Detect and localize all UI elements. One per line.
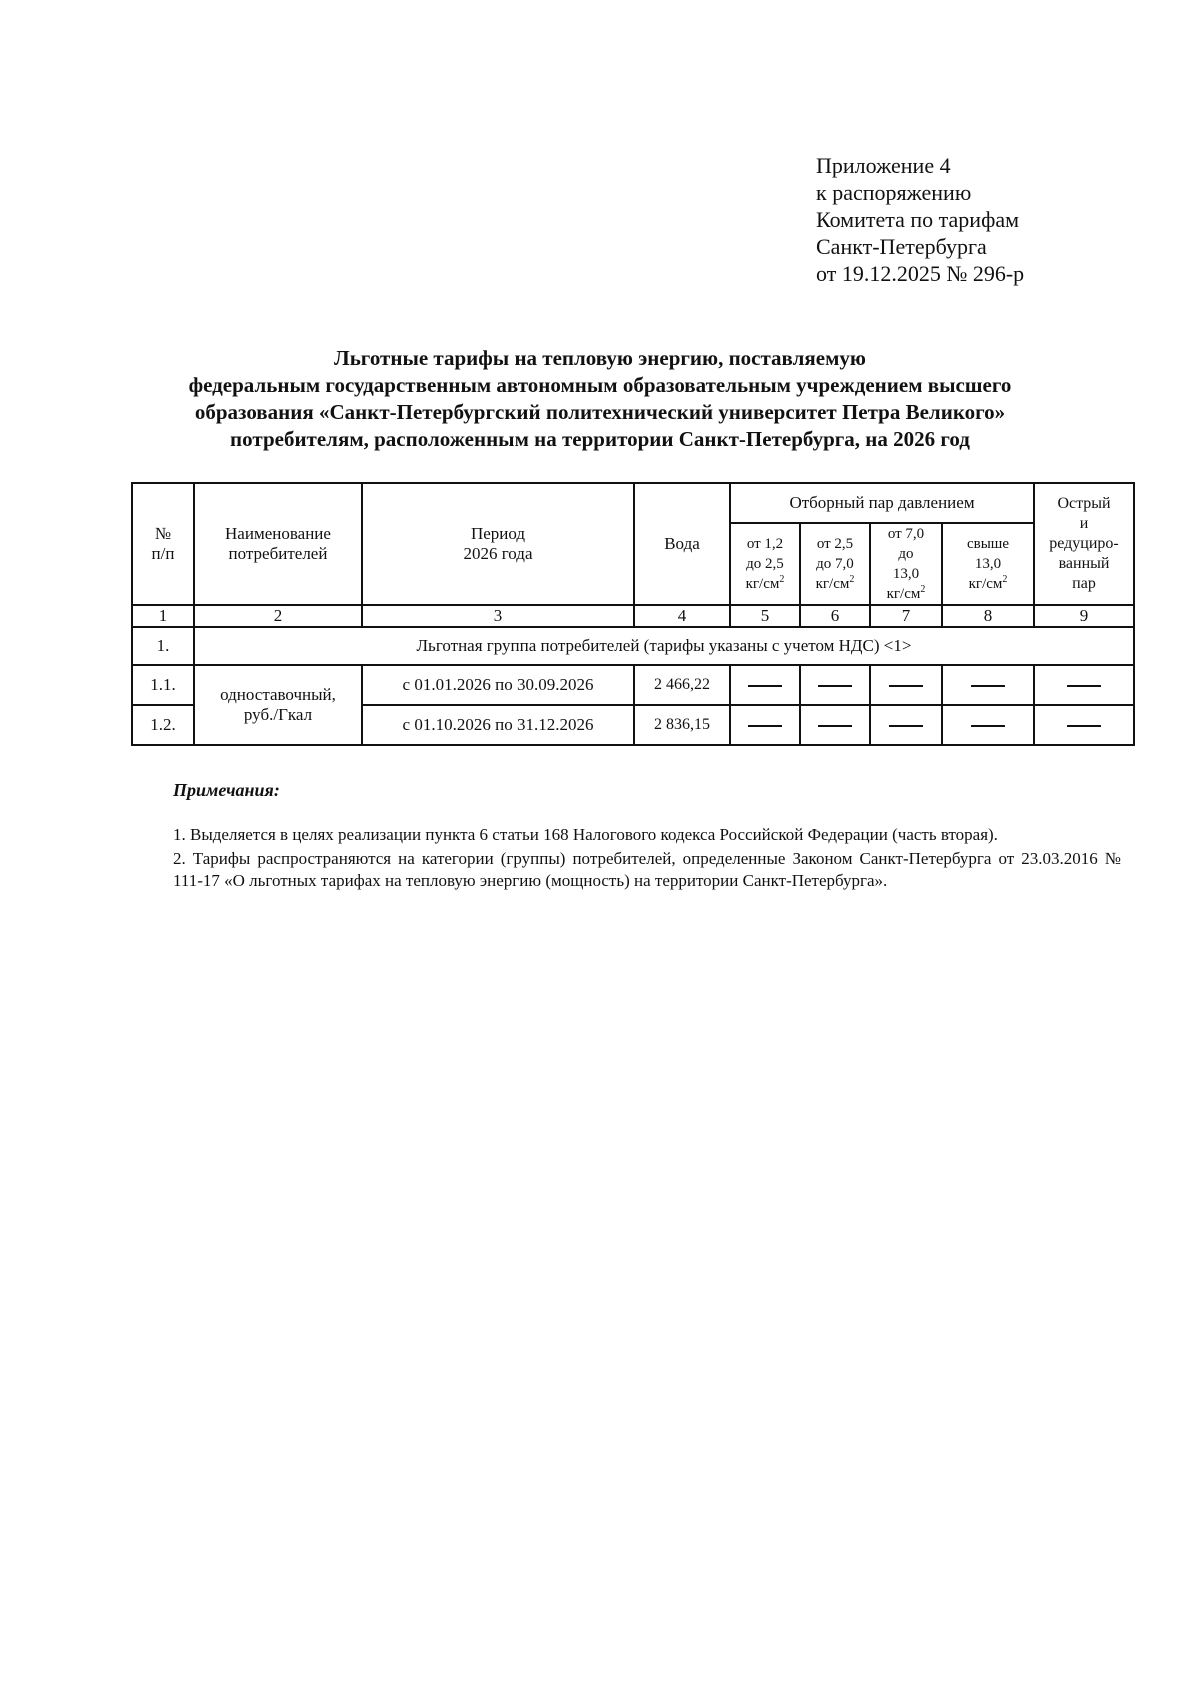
- header-sharp-steam: [1034, 483, 1134, 605]
- notes-heading: Примечания:: [173, 780, 280, 800]
- empty-cell: [870, 665, 942, 705]
- row-water-tariff: 2 466,22: [634, 665, 730, 705]
- header-p2-line2: до 7,0: [816, 556, 854, 572]
- header-pressure-4: [942, 523, 1034, 605]
- column-number: 4: [634, 605, 730, 627]
- title-line: образования «Санкт-Петербургский политехнический университет Петра Великого»: [194, 400, 1006, 424]
- header-p3-line3: 13,0: [892, 566, 920, 582]
- empty-cell: [730, 705, 800, 745]
- unit-sup: 2: [920, 584, 926, 595]
- header-p1-line1: от 1,2: [746, 536, 784, 552]
- row-num: 1.2.: [132, 705, 194, 745]
- column-number-row: [132, 605, 1134, 627]
- header-p1-unit: [731, 574, 799, 594]
- header-consumer-name: [194, 483, 362, 605]
- dash-mark: [818, 685, 852, 687]
- dash-mark: [748, 685, 782, 687]
- empty-cell: [800, 665, 870, 705]
- title-line: Льготные тарифы на тепловую энергию, поставляемую: [334, 346, 866, 370]
- dash-mark: [889, 725, 923, 727]
- table-row: [132, 665, 1134, 705]
- header-p3-line2: до: [898, 546, 914, 562]
- dash-mark: [971, 725, 1005, 727]
- row-period: с 01.10.2026 по 31.12.2026: [362, 705, 634, 745]
- consumer-type-line1: одноставочный,: [220, 685, 336, 704]
- header-num-line1: №: [154, 524, 172, 543]
- unit-text: кг/см: [745, 576, 780, 592]
- dash-mark: [971, 685, 1005, 687]
- column-number: 8: [942, 605, 1034, 627]
- appendix-line: к распоряжению: [816, 180, 972, 205]
- appendix-line: от 19.12.2025 № 296-р: [816, 261, 1025, 286]
- unit-text: кг/см: [886, 586, 921, 602]
- row-num: 1.1.: [132, 665, 194, 705]
- header-pressure-1: [730, 523, 800, 605]
- header-period-line1: Период: [470, 524, 526, 543]
- appendix-line: Санкт-Петербурга: [816, 234, 987, 259]
- header-name-line2: потребителей: [228, 544, 328, 563]
- row-water-tariff: 2 836,15: [634, 705, 730, 745]
- header-num: [132, 483, 194, 605]
- empty-cell: [800, 705, 870, 745]
- header-pressure-2: [800, 523, 870, 605]
- dash-mark: [1067, 725, 1101, 727]
- header-p2-unit: [801, 574, 869, 594]
- header-p4-line1: свыше: [966, 536, 1010, 552]
- empty-cell: [1034, 665, 1134, 705]
- header-pressure-3: [870, 523, 942, 605]
- header-p4-unit: [943, 574, 1033, 594]
- header-sharp-line4: ванный: [1058, 555, 1110, 572]
- title-line: федеральным государственным автономным образовательным учреждением высшего: [188, 373, 1012, 397]
- header-period: [362, 483, 634, 605]
- column-number: 5: [730, 605, 800, 627]
- header-p4-line2: 13,0: [974, 556, 1002, 572]
- unit-text: кг/см: [968, 576, 1003, 592]
- unit-sup: 2: [849, 574, 855, 585]
- appendix-line: Приложение 4: [816, 153, 951, 178]
- header-sharp-line5: пар: [1072, 575, 1096, 592]
- header-name-line1: Наименование: [225, 524, 331, 543]
- document-title: [120, 345, 1080, 453]
- empty-cell: [730, 665, 800, 705]
- header-period-line2: 2026 года: [463, 544, 533, 563]
- consumer-type: [194, 665, 362, 745]
- header-sharp-line3: редуциро-: [1049, 535, 1119, 552]
- column-number: 1: [132, 605, 194, 627]
- tariff-table: [131, 482, 1135, 746]
- note-item: 2. Тарифы распространяются на категории (группы) потребителей, определенные Законом Санкт-Петербурга от 23.03.2016 № 111-17 «О льготных тарифах на тепловую энергию (мощность) на территории Санкт-Петербурга».: [173, 849, 1121, 890]
- empty-cell: [1034, 705, 1134, 745]
- consumer-type-line2: руб./Гкал: [243, 705, 313, 724]
- header-p2-line1: от 2,5: [816, 536, 854, 552]
- note-item: 1. Выделяется в целях реализации пункта 6 статьи 168 Налогового кодекса Российской Федерации (часть вторая).: [173, 825, 998, 844]
- dash-mark: [748, 725, 782, 727]
- column-number: 2: [194, 605, 362, 627]
- column-number: 3: [362, 605, 634, 627]
- empty-cell: [942, 665, 1034, 705]
- dash-mark: [1067, 685, 1101, 687]
- column-number: 6: [800, 605, 870, 627]
- header-steam-group: Отборный пар давлением: [730, 483, 1034, 523]
- header-sharp-line1: Острый: [1057, 495, 1111, 512]
- unit-text: кг/см: [815, 576, 850, 592]
- header-sharp-line2: и: [1079, 515, 1089, 532]
- header-p1-line2: до 2,5: [746, 556, 784, 572]
- dash-mark: [818, 725, 852, 727]
- group-row: [132, 627, 1134, 665]
- group-num: 1.: [132, 627, 194, 665]
- dash-mark: [889, 685, 923, 687]
- appendix-line: Комитета по тарифам: [816, 207, 1020, 232]
- column-number: 7: [870, 605, 942, 627]
- empty-cell: [942, 705, 1034, 745]
- unit-sup: 2: [1002, 574, 1008, 585]
- appendix-block: [816, 152, 1024, 287]
- notes-list: [173, 824, 1121, 894]
- header-p3-line1: от 7,0: [887, 526, 925, 542]
- column-number: 9: [1034, 605, 1134, 627]
- empty-cell: [870, 705, 942, 745]
- unit-sup: 2: [779, 574, 785, 585]
- title-line: потребителям, расположенным на территории Санкт-Петербурга, на 2026 год: [230, 427, 970, 451]
- header-num-line2: п/п: [151, 544, 175, 563]
- header-water: Вода: [634, 483, 730, 605]
- row-period: с 01.01.2026 по 30.09.2026: [362, 665, 634, 705]
- header-p3-unit: [871, 584, 941, 604]
- group-label: Льготная группа потребителей (тарифы указаны с учетом НДС) <1>: [194, 627, 1134, 665]
